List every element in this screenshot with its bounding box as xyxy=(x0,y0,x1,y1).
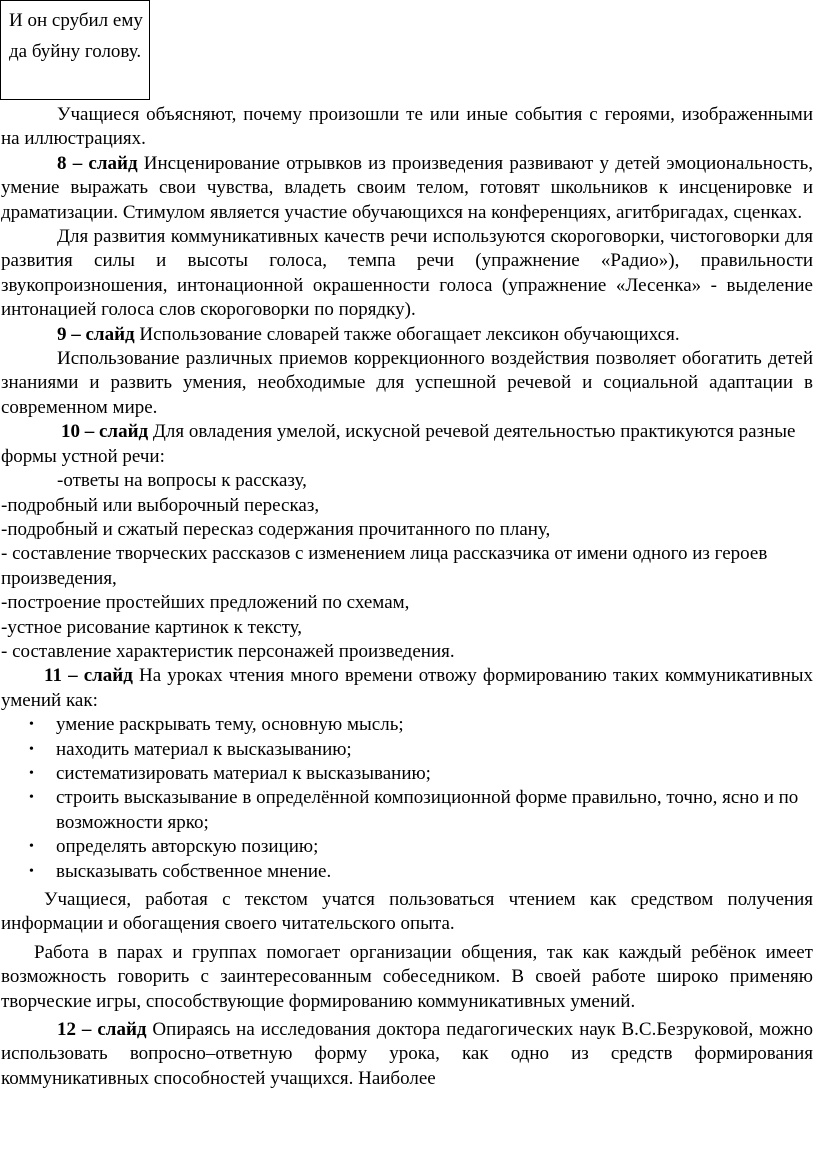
bullet-icon: • xyxy=(29,765,34,781)
skills-list xyxy=(1,713,813,884)
slide-9-text: Использование словарей также обогащает лексикон обучающихся. xyxy=(134,323,680,345)
paragraph-slide-12 xyxy=(1,1018,813,1091)
paragraph-slide-11 xyxy=(1,664,813,713)
list-item: • систематизировать материал к высказыванию; xyxy=(1,762,813,786)
bullet-icon: • xyxy=(29,790,34,806)
slide-10-text: Для овладения умелой, искусной речевой деятельностью практикуются разные формы устной речи: xyxy=(1,421,796,467)
form-item: -подробный и сжатый пересказ содержания прочитанного по плану, xyxy=(1,518,551,540)
form-item: -устное рисование картинок к тексту, xyxy=(1,616,302,638)
bullet-icon: • xyxy=(29,741,34,757)
form-item: -подробный или выборочный пересказ, xyxy=(1,494,320,516)
list-item: • определять авторскую позицию; xyxy=(1,835,813,859)
list-item: • высказывать собственное мнение. xyxy=(1,860,813,884)
document-body xyxy=(1,103,813,1091)
bullet-icon: • xyxy=(29,717,34,733)
slide-9-label: 9 – слайд xyxy=(57,323,135,345)
quote-box xyxy=(0,0,150,100)
bullet-icon: • xyxy=(29,839,34,855)
list-item: • находить материал к высказыванию; xyxy=(1,738,813,762)
slide-8-text: Инсценирование отрывков из произведения развивают у детей эмоциональность, умение выражать свои чувства, владеть своим телом, готовят школьников к инсценировке и драматизации. Стимулом является участие обучающихся на конференциях, агитбригадах, сценках. xyxy=(1,152,813,223)
list-item: • умение раскрывать тему, основную мысль; xyxy=(1,713,813,737)
form-item: -ответы на вопросы к рассказу, xyxy=(57,470,307,492)
paragraph-communicative: Для развития коммуникативных качеств речи используются скороговорки, чистоговорки для развития силы и высоты голоса, темпа речи (упражнение «Радио»), правильности звукопроизношения, интонационной окрашенности голоса (упражнение «Лесенка» - выделение интонацией голоса слов скороговорки по порядку). xyxy=(1,226,813,321)
list-item: • строить высказывание в определённой композиционной форме правильно, точно, ясно и по возможности ярко; xyxy=(29,787,799,833)
bullet-icon: • xyxy=(29,863,34,879)
slide-10-label: 10 – слайд xyxy=(61,421,149,443)
form-item: - составление характеристик персонажей произведения. xyxy=(1,640,455,662)
paragraph-text-work: Учащиеся, работая с текстом учатся пользоваться чтением как средством получения информации и обогащения своего читательского опыта. xyxy=(1,889,813,935)
paragraph-slide-8 xyxy=(1,152,813,225)
slide-12-label: 12 – слайд xyxy=(57,1019,147,1041)
quote-text: И он срубил ему да буйну голову. xyxy=(9,10,143,62)
slide-8-label: 8 – слайд xyxy=(57,152,138,174)
paragraph-slide-10 xyxy=(1,420,813,469)
form-item: -построение простейших предложений по схемам, xyxy=(1,592,410,614)
slide-11-label: 11 – слайд xyxy=(44,665,133,687)
paragraph-pair-work: Работа в парах и группах помогает организации общения, так как каждый ребёнок имеет возможность говорить с заинтересованным собеседником. В своей работе широко применяю творческие игры, способствующие формированию коммуникативных умений. xyxy=(1,941,813,1012)
paragraph-methods: Использование различных приемов коррекционного воздействия позволяет обогатить детей знаниями и развить умения, необходимые для успешной речевой и социальной адаптации в современном мире. xyxy=(1,348,813,418)
paragraph-illustrations: Учащиеся объясняют, почему произошли те или иные события с героями, изображенными на иллюстрациях. xyxy=(1,104,813,150)
slide-12-text: Опираясь на исследования доктора педагогических наук В.С.Безруковой, можно использовать вопросно–ответную форму урока, как одно из средств формирования коммуникативных способностей учащихся. Наиболее xyxy=(1,1019,813,1089)
form-item: - составление творческих рассказов с изменением лица рассказчика от имени одного из героев произведения, xyxy=(1,543,768,589)
paragraph-slide-9 xyxy=(1,323,813,347)
slide-11-text: На уроках чтения много времени отвожу формированию таких коммуникативных умений как: xyxy=(1,665,814,711)
